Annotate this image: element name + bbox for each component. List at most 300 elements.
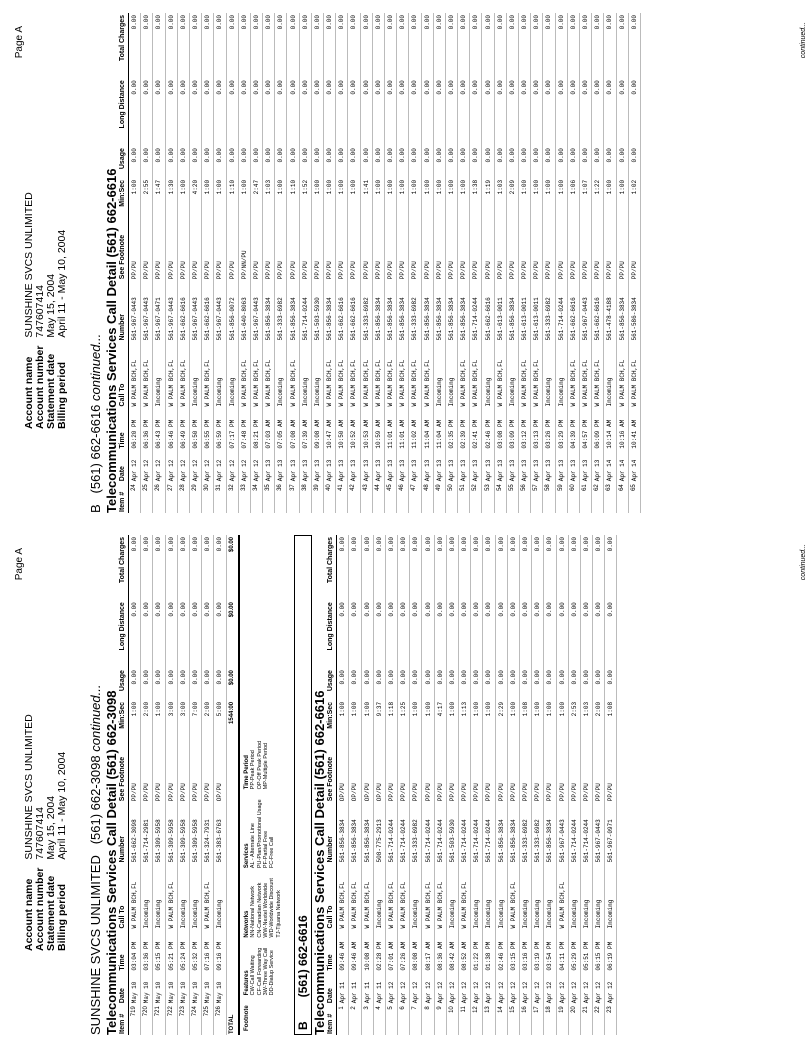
table-cell: 0.00 [507, 600, 519, 668]
table-cell: 1:00 [604, 178, 616, 218]
table-cell: 0.00 [555, 78, 567, 146]
table-cell: 03:13 PM [531, 407, 543, 449]
column-header: See Footnote [119, 217, 129, 280]
table-cell: 0.00 [628, 78, 640, 146]
table-row [189, 13, 201, 513]
legend-title: Features [243, 970, 250, 996]
table-cell: 1:13 [459, 700, 471, 740]
table-cell: W PALM BCH,FL [398, 863, 410, 929]
table-cell: 0.00 [336, 146, 348, 178]
table-cell: PP/PU [410, 739, 422, 802]
table-cell: 0.00 [311, 78, 323, 146]
footnote-legend [240, 535, 288, 1035]
table-cell: Apr 13 [482, 450, 494, 483]
table-cell: 03:26 PM [543, 407, 555, 449]
table-cell: PP/PU [385, 739, 397, 802]
table-cell: PP/PU [165, 739, 177, 802]
column-header: Date [119, 972, 129, 1005]
table-cell: 51 [458, 482, 470, 513]
table-cell: PP/PU [483, 739, 495, 802]
table-row [129, 13, 141, 513]
table-cell: Apr 13 [494, 450, 506, 483]
table-cell: 561-478-4188 [604, 280, 616, 341]
table-cell: Apr 13 [458, 450, 470, 483]
account-info-value: April 11 - May 10, 2004 [56, 751, 68, 860]
table-cell: 0.00 [471, 600, 483, 668]
table-row [189, 535, 201, 1035]
table-cell: Apr 13 [531, 450, 543, 483]
table-row [506, 13, 518, 513]
table-cell: 06:36 PM [141, 407, 153, 449]
table-cell: 0.00 [337, 600, 349, 668]
table-cell: 0.00 [495, 668, 507, 700]
table-cell: PP/PU [470, 217, 482, 280]
table-cell: 5:00 [214, 700, 226, 740]
table-cell: 0.00 [361, 600, 373, 668]
legend-entry: CF-Call Forwarding [256, 947, 263, 996]
table-row [324, 13, 336, 513]
table-cell: 0.00 [153, 146, 165, 178]
table-cell: PP/PU [556, 739, 568, 802]
table-cell: PP/PU [519, 217, 531, 280]
table-cell: 0.00 [567, 146, 579, 178]
table-cell: Apr 14 [616, 450, 628, 483]
section-letter: B [296, 1021, 311, 1030]
table-cell: 11:01 AM [384, 407, 396, 449]
table-cell: 1:00 [555, 178, 567, 218]
table-cell: 561-856-3834 [445, 280, 457, 341]
column-header: Min:Sec [327, 700, 337, 740]
table-cell: 561-714-0244 [483, 802, 495, 863]
table-cell: 06:46 PM [165, 407, 177, 449]
table-cell: 1:00 [177, 178, 189, 218]
table-cell: 561-967-0471 [153, 280, 165, 341]
table-cell: Incoming [532, 863, 544, 929]
table-cell: PP/NN/PU [238, 217, 250, 280]
table-cell: OP/PU [337, 739, 349, 802]
table-cell: Apr 12 [580, 972, 592, 1005]
table-cell: Apr 14 [604, 450, 616, 483]
table-cell: OP/PU [373, 739, 385, 802]
table-row [397, 13, 409, 513]
table-cell: 65 [628, 482, 640, 513]
table-cell: W PALM BCH,FL [348, 341, 360, 407]
column-header: Usage [119, 668, 129, 700]
table-cell: 561-967-0443 [189, 280, 201, 341]
table-cell: 20 [568, 1004, 580, 1035]
table-row [202, 13, 214, 513]
table-cell: 1:00 [507, 700, 519, 740]
table-cell [226, 739, 239, 802]
legend-entry: FC-Free Call [269, 836, 276, 869]
table-cell: 0.00 [397, 13, 409, 78]
table-cell: PP/PU [214, 217, 226, 280]
table-cell: 561-856-3834 [506, 280, 518, 341]
legend-entry: TJ-Tijuana Network [275, 890, 282, 938]
table-cell: Apr 12 [544, 972, 556, 1005]
table-cell: 0.00 [360, 13, 372, 78]
table-cell: 561-662-6616 [567, 280, 579, 341]
table-cell: PP/PU [348, 217, 360, 280]
table-cell: PP/PU [446, 739, 458, 802]
table-cell: 45 [384, 482, 396, 513]
table-cell: 0.00 [494, 146, 506, 178]
table-cell: 0.00 [165, 668, 177, 700]
section-header [88, 13, 103, 513]
table-cell: 0.00 [129, 78, 141, 146]
table-cell: 07:17 PM [226, 407, 238, 449]
table-cell: 0.00 [372, 78, 384, 146]
table-cell: PP/PU [202, 739, 214, 802]
table-cell: 17 [532, 1004, 544, 1035]
table-cell: 1:00 [421, 178, 433, 218]
table-cell: 561-856-3834 [421, 280, 433, 341]
column-header: Time [119, 929, 129, 971]
table-cell: 0.00 [544, 668, 556, 700]
table-cell: 11 [459, 1004, 471, 1035]
table-cell: 04:11 PM [556, 929, 568, 971]
table-cell: Apr 13 [445, 450, 457, 483]
table-cell: 561-613-0011 [519, 280, 531, 341]
table-cell: 1 [337, 1004, 349, 1035]
table-cell: PP/PU [177, 739, 189, 802]
table-cell: Apr 12 [165, 450, 177, 483]
table-cell: Incoming [519, 863, 531, 929]
column-header: Call To [327, 863, 337, 929]
table-cell: 0.00 [446, 600, 458, 668]
column-header: Long Distance [119, 600, 129, 668]
table-cell: 719 [129, 1004, 141, 1035]
table-cell: 561-856-3834 [384, 280, 396, 341]
column-header: Total Charges [119, 13, 129, 78]
table-cell: 0.00 [445, 146, 457, 178]
table-row [141, 535, 153, 1035]
table-cell: 0.00 [202, 535, 214, 600]
table-cell: PP/PU [445, 217, 457, 280]
table-cell: Incoming [568, 863, 580, 929]
table-cell: PP/PU [568, 739, 580, 802]
table-cell: PP/PU [605, 739, 617, 802]
table-cell: W PALM BCH,FL [263, 341, 275, 407]
phone-number: (561) 662-6616 [88, 404, 103, 494]
table-cell: 561-640-8063 [238, 280, 250, 341]
table-cell: Apr 12 [434, 972, 446, 1005]
table-cell: Incoming [177, 863, 189, 929]
table-cell: PP/PU [336, 217, 348, 280]
table-cell: PP/PU [299, 217, 311, 280]
table-cell: 1:00 [129, 178, 141, 218]
table-cell: 561-662-6616 [592, 280, 604, 341]
table-cell: 0.00 [616, 13, 628, 78]
table-cell: 09:46 AM [337, 929, 349, 971]
table-cell: 0.00 [433, 146, 445, 178]
table-cell: 0.00 [384, 146, 396, 178]
column-header: Time [119, 407, 129, 449]
table-cell: 0.00 [580, 535, 592, 600]
column-header: Usage [327, 668, 337, 700]
table-cell: PP/PU [177, 217, 189, 280]
table-row [556, 535, 568, 1035]
table-cell: PP/PU [495, 739, 507, 802]
table-cell: 0.00 [129, 600, 141, 668]
table-cell: 07:05 AM [275, 407, 287, 449]
table-cell: 561-856-3834 [544, 802, 556, 863]
table-cell: 43 [360, 482, 372, 513]
table-cell: Apr 13 [421, 450, 433, 483]
table-cell: 0.00 [202, 600, 214, 668]
column-header: Date [119, 450, 129, 483]
table-cell: 10:47 AM [324, 407, 336, 449]
table-cell: 54 [494, 482, 506, 513]
table-cell: 5 [385, 1004, 397, 1035]
table-cell: 0.00 [568, 600, 580, 668]
account-info-label: Billing period [56, 361, 68, 429]
table-cell [226, 863, 239, 929]
table-row [494, 13, 506, 513]
table-cell: 0.00 [153, 13, 165, 78]
table-cell: 0.00 [129, 535, 141, 600]
table-cell: 3:00 [177, 700, 189, 740]
table-cell: 48 [421, 482, 433, 513]
table-cell: 0.00 [336, 78, 348, 146]
table-cell: 0.00 [506, 146, 518, 178]
table-cell: 08:36 AM [434, 929, 446, 971]
table-cell: Apr 13 [433, 450, 445, 483]
table-cell: 0.00 [593, 668, 605, 700]
table-cell: PP/PU [544, 739, 556, 802]
legend-entry: NN-National Network [250, 885, 257, 938]
table-cell: Incoming [555, 341, 567, 407]
table-header-row [119, 13, 129, 513]
table-cell: 561-714-0244 [470, 280, 482, 341]
table-cell: 0.00 [593, 600, 605, 668]
table-cell: 561-856-3834 [495, 802, 507, 863]
table-cell: 561-856-3834 [337, 802, 349, 863]
table-cell: Incoming [593, 863, 605, 929]
table-cell: 0.00 [544, 535, 556, 600]
table-cell: 0.00 [349, 600, 361, 668]
table-cell: 561-383-6763 [214, 802, 226, 863]
table-cell: PP/PU [506, 217, 518, 280]
table-cell: Apr 13 [275, 450, 287, 483]
legend-entry: 3W-Three Way Call [262, 947, 269, 996]
table-cell: 25 [141, 482, 153, 513]
table-cell: 1:03 [494, 178, 506, 218]
table-cell: 1:03 [263, 178, 275, 218]
page-label: Page A [14, 26, 25, 59]
table-cell: Incoming [214, 863, 226, 929]
table-cell: PP/PU [250, 217, 262, 280]
table-cell: 0.00 [398, 668, 410, 700]
table-row [311, 13, 323, 513]
table-cell: 0.00 [189, 668, 201, 700]
table-row [445, 13, 457, 513]
table-row [543, 13, 555, 513]
table-cell: Incoming [446, 863, 458, 929]
table-cell: 0.00 [275, 146, 287, 178]
table-cell: 0.00 [324, 146, 336, 178]
table-cell: 0.00 [483, 668, 495, 700]
table-row [471, 535, 483, 1035]
table-cell: 03:16 PM [519, 929, 531, 971]
table-cell: PP/PU [324, 217, 336, 280]
table-cell: Apr 13 [543, 450, 555, 483]
table-cell: 0.00 [141, 78, 153, 146]
table-cell: PP/PU [616, 217, 628, 280]
table-cell: Incoming [299, 341, 311, 407]
table-cell: 27 [165, 482, 177, 513]
table-cell: 0.00 [202, 146, 214, 178]
table-cell: 0.00 [409, 146, 421, 178]
table-cell: PP/PU [519, 739, 531, 802]
table-row [177, 13, 189, 513]
table-cell: 561-967-0443 [129, 280, 141, 341]
table-cell: 0.00 [459, 535, 471, 600]
table-cell: 04:57 PM [579, 407, 591, 449]
column-header: Min:Sec [119, 178, 129, 218]
call-detail-table [327, 535, 617, 1035]
bill-page-left [0, 522, 809, 1043]
table-cell: 0.00 [153, 668, 165, 700]
table-row [398, 535, 410, 1035]
table-cell: 0.00 [275, 78, 287, 146]
table-cell: W PALM BCH,FL [287, 341, 299, 407]
table-cell: 2:09 [506, 178, 518, 218]
table-cell: 0.00 [214, 13, 226, 78]
table-cell: W PALM BCH,FL [202, 341, 214, 407]
table-cell: 561-309-5958 [153, 802, 165, 863]
table-cell: 01:38 PM [483, 929, 495, 971]
table-cell: 561-714-0244 [471, 802, 483, 863]
table-cell: 0.00 [483, 600, 495, 668]
page-label: Page A [14, 548, 25, 581]
table-cell: 0.00 [543, 13, 555, 78]
table-cell: 4:17 [434, 700, 446, 740]
table-row [372, 13, 384, 513]
legend-title: Time Period [243, 755, 250, 790]
table-cell: 0.00 [189, 13, 201, 78]
table-cell: W PALM BCH,FL [556, 863, 568, 929]
table-cell: 39 [311, 482, 323, 513]
column-header: Call To [119, 341, 129, 407]
table-row [214, 535, 226, 1035]
table-row [519, 13, 531, 513]
table-cell: 0.00 [177, 600, 189, 668]
table-cell: 57 [531, 482, 543, 513]
table-cell: Apr 12 [238, 450, 250, 483]
table-cell: 561-714-0244 [422, 802, 434, 863]
table-cell: 0.00 [238, 146, 250, 178]
table-cell: PP/PU [580, 739, 592, 802]
table-cell: Apr 12 [189, 450, 201, 483]
legend-entry: PP-Peak Period [250, 750, 257, 790]
table-cell: Apr 13 [567, 450, 579, 483]
call-detail-table [119, 535, 240, 1035]
table-cell: 0.00 [263, 146, 275, 178]
table-cell: 0.00 [556, 535, 568, 600]
table-cell: 1:25 [398, 700, 410, 740]
table-cell: 0.00 [177, 78, 189, 146]
table-cell: PP/PU [409, 217, 421, 280]
table-cell: 0.00 [141, 146, 153, 178]
table-cell: 0.00 [580, 668, 592, 700]
table-cell: 11:01 AM [397, 407, 409, 449]
table-row [153, 535, 165, 1035]
table-cell: 06:20 PM [129, 407, 141, 449]
table-cell: 0.00 [532, 600, 544, 668]
table-cell: OP/PU [214, 739, 226, 802]
table-cell: 14 [495, 1004, 507, 1035]
table-cell: 0.00 [507, 535, 519, 600]
table-cell: 0.00 [494, 78, 506, 146]
table-cell: 561-333-6982 [360, 280, 372, 341]
table-cell: Apr 12 [446, 972, 458, 1005]
table-cell: 561-714-0244 [299, 280, 311, 341]
account-info-label: Account name [23, 878, 35, 951]
table-cell: PP/PU [165, 217, 177, 280]
table-cell: PP/PU [482, 217, 494, 280]
table-cell: PP/PU [129, 217, 141, 280]
table-cell: 0.00 [214, 146, 226, 178]
table-cell: 0.00 [189, 78, 201, 146]
table-cell: PP/PU [311, 217, 323, 280]
table-cell: Apr 12 [214, 450, 226, 483]
table-cell: 0.00 [397, 78, 409, 146]
table-cell: 1:00 [433, 178, 445, 218]
table-cell: 561-613-0011 [494, 280, 506, 341]
table-cell: W PALM BCH,FL [250, 341, 262, 407]
table-cell: 0.00 [373, 600, 385, 668]
table-cell: 0.00 [287, 13, 299, 78]
table-cell: 561-333-6982 [410, 802, 422, 863]
column-header: Item # [119, 482, 129, 513]
table-cell: 0.00 [482, 78, 494, 146]
table-cell: Apr 13 [470, 450, 482, 483]
table-row [165, 13, 177, 513]
legend-entry: MP-Multiple Period [262, 742, 269, 790]
table-cell: 0.00 [568, 668, 580, 700]
table-cell: 50 [445, 482, 457, 513]
table-cell: 720 [141, 1004, 153, 1035]
table-cell: Apr 12 [532, 972, 544, 1005]
table-cell: W PALM BCH,FL [141, 341, 153, 407]
table-cell: Apr 13 [311, 450, 323, 483]
table-cell: Incoming [214, 341, 226, 407]
table-cell: 561-662-6616 [177, 280, 189, 341]
table-row [555, 13, 567, 513]
table-cell: Apr 11 [337, 972, 349, 1005]
table-cell: 09:16 PM [214, 929, 226, 971]
table-cell: 02:28 PM [373, 929, 385, 971]
table-cell: Apr 14 [628, 450, 640, 483]
table-cell: 0.00 [349, 668, 361, 700]
table-cell: 1:10 [287, 178, 299, 218]
table-cell: 1:00 [409, 178, 421, 218]
table-cell: PP/PU [141, 217, 153, 280]
table-cell: 07:03 AM [263, 407, 275, 449]
table-cell: 0.00 [165, 600, 177, 668]
column-header: See Footnote [119, 739, 129, 802]
table-cell: 0.00 [299, 13, 311, 78]
continued-note: continued... [800, 544, 807, 581]
table-cell: 0.00 [226, 13, 238, 78]
table-row [519, 535, 531, 1035]
table-cell: Incoming [543, 341, 555, 407]
call-detail-table [119, 13, 641, 513]
table-cell: W PALM BCH,FL [519, 341, 531, 407]
table-cell: Apr 13 [360, 450, 372, 483]
table-cell: 0.00 [555, 13, 567, 78]
